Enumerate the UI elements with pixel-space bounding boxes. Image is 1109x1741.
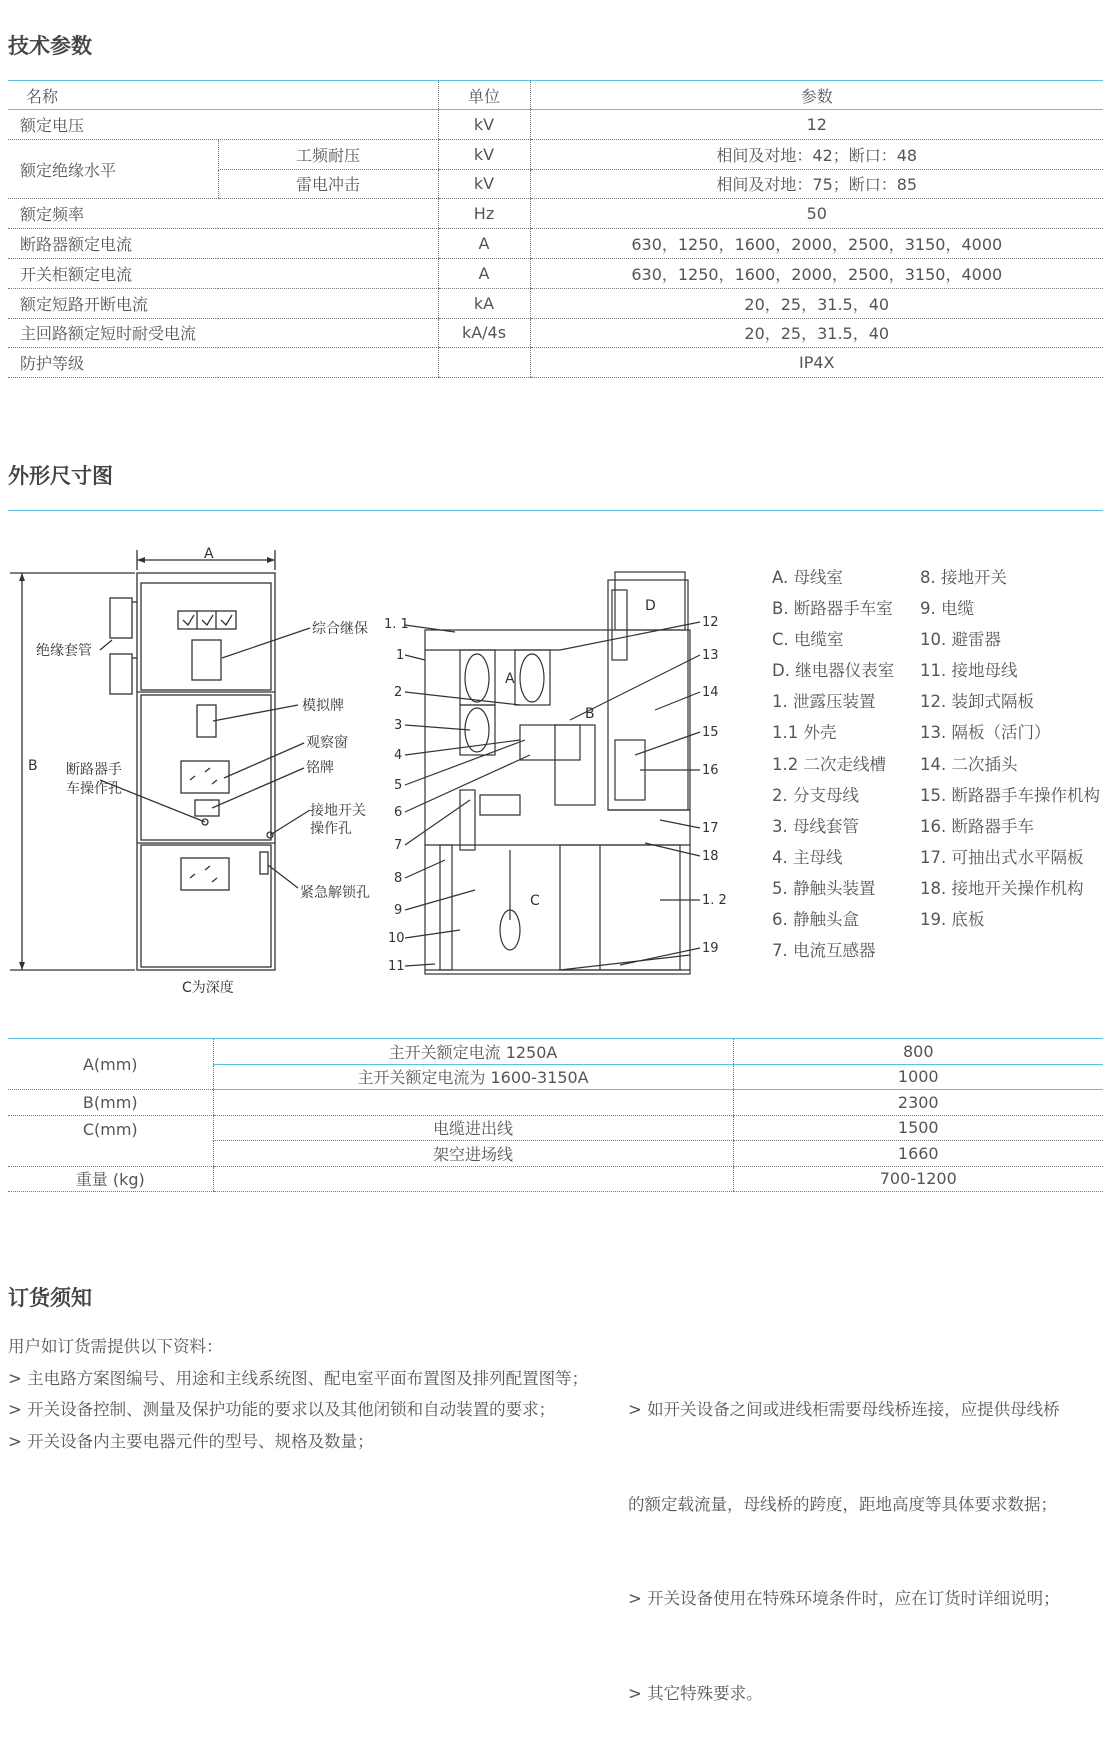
legend-item: 15. 断路器手车操作机构 <box>920 785 1100 805</box>
legend-item: 19. 底板 <box>920 910 985 930</box>
emergency-label: 紧急解锁孔 <box>300 885 370 901</box>
bushing-label: 绝缘套管 <box>36 643 92 659</box>
relay-label: 综合继保 <box>312 621 368 637</box>
breaker-op-label-1: 断路器手 <box>66 762 122 778</box>
param-unit: kV <box>438 169 530 199</box>
param-unit: kA <box>438 288 530 318</box>
front-view-drawing <box>0 540 403 1005</box>
mimic-label: 模拟牌 <box>302 698 344 714</box>
legend-column-1 <box>772 562 894 966</box>
param-value: 相间及对地：42；断口：48 <box>530 139 1103 169</box>
table-row <box>8 139 1103 169</box>
spec-table <box>8 80 1103 378</box>
order-note: > 开关设备内主要电器元件的型号、规格及数量； <box>8 1431 374 1451</box>
table-row <box>8 288 1103 318</box>
compartment-b: B <box>585 706 595 722</box>
compartment-a: A <box>505 671 515 687</box>
dim-desc: 主开关额定电流 1250A <box>213 1039 733 1065</box>
dim-value: 700-1200 <box>733 1166 1103 1192</box>
param-unit: kA/4s <box>438 318 530 348</box>
dimensions-table <box>8 1038 1103 1192</box>
param-name: 断路器额定电流 <box>8 229 438 259</box>
order-note: > 其它特殊要求。 <box>628 1683 763 1703</box>
callout: 13 <box>702 648 719 663</box>
dim-desc: 架空进场线 <box>213 1141 733 1167</box>
table-row <box>8 1115 1103 1141</box>
order-note: 的额定载流量，母线桥的跨度，距地高度等具体要求数据； <box>628 1494 1057 1514</box>
header-unit: 单位 <box>438 81 530 110</box>
legend-item: 4. 主母线 <box>772 847 843 867</box>
param-unit: A <box>438 229 530 259</box>
dim-a-label: A(mm) <box>8 1039 213 1090</box>
param-value: 20，25，31.5，40 <box>530 288 1103 318</box>
spec-section-title: 技术参数 <box>8 34 92 58</box>
callout: 14 <box>702 685 719 700</box>
legend-item: 10. 避雷器 <box>920 630 1001 650</box>
header-name: 名称 <box>8 81 438 110</box>
order-section-title: 订货须知 <box>8 1286 92 1310</box>
param-unit: kV <box>438 139 530 169</box>
legend-item: 18. 接地开关操作机构 <box>920 878 1084 898</box>
callout: 1. 1 <box>384 617 409 632</box>
legend-item: 8. 接地开关 <box>920 568 1007 587</box>
depth-note: C为深度 <box>182 980 234 996</box>
compartment-c: C <box>530 893 540 909</box>
legend-item: 7. 电流互感器 <box>772 941 876 961</box>
param-value: 12 <box>530 110 1103 140</box>
param-name: 开关柜额定电流 <box>8 258 438 288</box>
param-name: 额定电压 <box>8 110 438 140</box>
legend-item: C. 电缆室 <box>772 630 844 650</box>
table-row <box>8 1166 1103 1192</box>
table-row <box>8 318 1103 348</box>
callout: 12 <box>702 615 719 630</box>
section-view-drawing <box>380 560 750 985</box>
order-note: > 开关设备使用在特殊环境条件时，应在订货时详细说明； <box>628 1589 1060 1608</box>
param-sub: 雷电冲击 <box>218 169 438 199</box>
callout: 10 <box>388 931 405 946</box>
section-divider <box>8 510 1103 511</box>
param-unit <box>438 348 530 378</box>
callout: 7 <box>394 838 403 853</box>
callout: 17 <box>702 821 719 836</box>
callout: 3 <box>394 718 403 733</box>
dim-value: 2300 <box>733 1090 1103 1116</box>
callout: 2 <box>394 685 403 700</box>
table-row <box>8 229 1103 259</box>
callout: 1 <box>396 648 405 663</box>
legend-item: 17. 可抽出式水平隔板 <box>920 847 1084 867</box>
param-value: 相间及对地：75；断口：85 <box>530 169 1103 199</box>
legend-item: 5. 静触头装置 <box>772 878 876 898</box>
spec-header-row <box>8 81 1103 110</box>
order-notes-right <box>628 1331 1060 1741</box>
dim-b-label: B(mm) <box>8 1090 213 1116</box>
dim-value: 800 <box>733 1039 1103 1065</box>
table-row <box>8 110 1103 140</box>
legend-item: 9. 电缆 <box>920 599 974 619</box>
breaker-op-label-2: 车操作孔 <box>66 781 122 797</box>
param-value: 20，25，31.5，40 <box>530 318 1103 348</box>
callout: 16 <box>702 763 719 778</box>
order-notes-left <box>8 1331 588 1457</box>
legend-item: 1.2 二次走线槽 <box>772 754 886 774</box>
weight-label: 重量 (kg) <box>8 1166 213 1192</box>
param-value: 50 <box>530 199 1103 229</box>
callout: 1. 2 <box>702 893 727 908</box>
callout: 19 <box>702 941 719 956</box>
legend-item: 14. 二次插头 <box>920 754 1018 774</box>
legend-item: 2. 分支母线 <box>772 785 859 805</box>
param-unit: Hz <box>438 199 530 229</box>
legend-item: 11. 接地母线 <box>920 661 1018 681</box>
order-note: > 开关设备控制、测量及保护功能的要求以及其他闭锁和自动装置的要求； <box>8 1400 556 1419</box>
param-name: 额定频率 <box>8 199 438 229</box>
dim-c-label: C(mm) <box>8 1115 213 1166</box>
legend-item: 13. 隔板（活门） <box>920 723 1051 743</box>
param-name: 防护等级 <box>8 348 438 378</box>
header-value: 参数 <box>530 81 1103 110</box>
order-note: > 主电路方案图编号、用途和主线系统图、配电室平面布置图及排列配置图等； <box>8 1368 589 1388</box>
dim-desc <box>213 1166 733 1192</box>
legend-item: 1. 泄露压装置 <box>772 692 876 712</box>
order-note: > 如开关设备之间或进线柜需要母线桥连接，应提供母线桥 <box>628 1400 1060 1419</box>
param-unit: A <box>438 258 530 288</box>
callout: 8 <box>394 871 403 886</box>
dim-a-label: A <box>204 546 214 562</box>
callout: 11 <box>388 959 405 974</box>
window-label: 观察窗 <box>306 735 348 751</box>
dim-value: 1500 <box>733 1115 1103 1141</box>
outline-section-title: 外形尺寸图 <box>8 464 113 488</box>
table-row <box>8 258 1103 288</box>
legend-item: 12. 装卸式隔板 <box>920 692 1034 712</box>
legend-item: A. 母线室 <box>772 568 843 587</box>
legend-item: B. 断路器手车室 <box>772 599 893 619</box>
callout: 4 <box>394 748 403 763</box>
earth-op-label-2: 操作孔 <box>310 821 352 837</box>
legend-item: 1.1 外壳 <box>772 723 837 743</box>
param-value: 630，1250，1600，2000，2500，3150，4000 <box>530 229 1103 259</box>
param-name: 额定绝缘水平 <box>8 139 218 199</box>
dim-value: 1660 <box>733 1141 1103 1167</box>
param-sub: 工频耐压 <box>218 139 438 169</box>
param-value: IP4X <box>530 348 1103 378</box>
dim-desc <box>213 1090 733 1116</box>
param-value: 630，1250，1600，2000，2500，3150，4000 <box>530 258 1103 288</box>
callout: 6 <box>394 805 403 820</box>
compartment-d: D <box>645 598 656 614</box>
legend-item: D. 继电器仪表室 <box>772 661 895 681</box>
param-name: 主回路额定短时耐受电流 <box>8 318 438 348</box>
earth-op-label-1: 接地开关 <box>310 803 366 819</box>
callout: 15 <box>702 725 719 740</box>
table-row <box>8 199 1103 229</box>
legend-item: 3. 母线套管 <box>772 816 859 836</box>
legend-item: 16. 断路器手车 <box>920 816 1034 836</box>
table-row <box>8 1090 1103 1116</box>
order-note: 用户如订货需提供以下资料： <box>8 1337 223 1356</box>
dim-desc: 电缆进出线 <box>213 1115 733 1141</box>
dim-b-label: B <box>28 758 38 774</box>
callout: 9 <box>394 903 403 918</box>
dim-desc: 主开关额定电流为 1600-3150A <box>213 1064 733 1090</box>
callout: 18 <box>702 849 719 864</box>
param-name: 额定短路开断电流 <box>8 288 438 318</box>
nameplate-label: 铭牌 <box>306 760 334 776</box>
callout: 5 <box>394 778 403 793</box>
table-row <box>8 1039 1103 1065</box>
legend-item: 6. 静触头盒 <box>772 910 859 930</box>
legend-column-2 <box>920 562 1100 935</box>
param-unit: kV <box>438 110 530 140</box>
dim-value: 1000 <box>733 1064 1103 1090</box>
table-row <box>8 348 1103 378</box>
